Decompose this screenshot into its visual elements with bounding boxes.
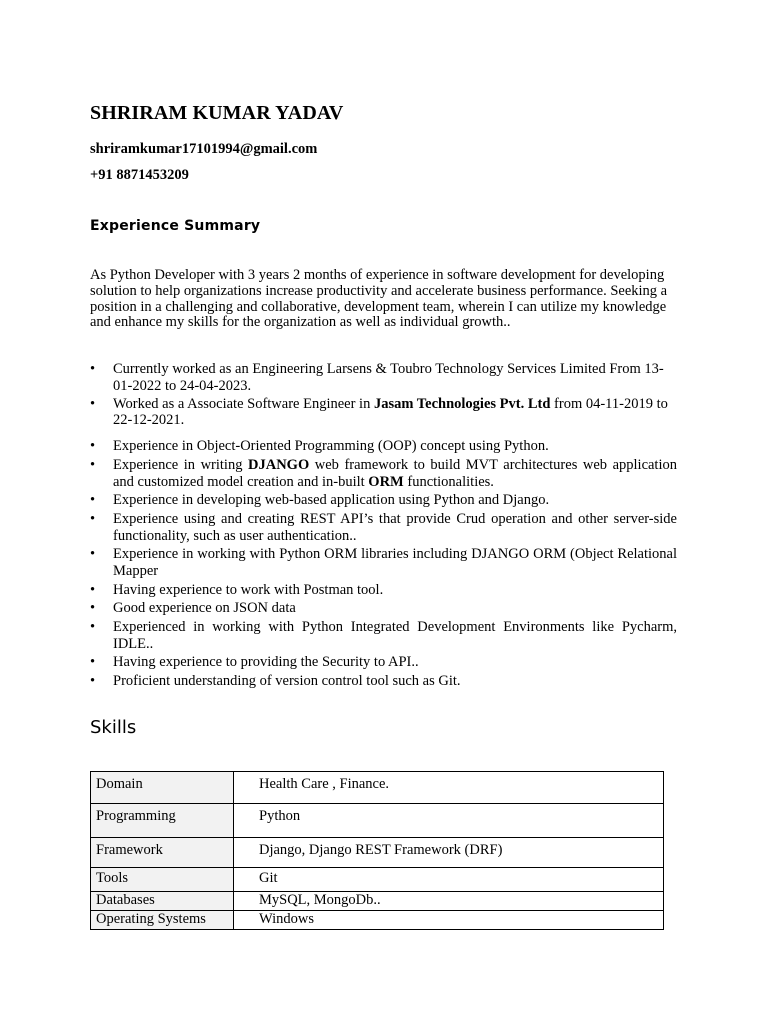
phone-number: +91 8871453209 xyxy=(90,167,189,183)
skill-value: Windows xyxy=(234,911,664,930)
skill-category: Tools xyxy=(91,868,234,892)
skill-value: Health Care , Finance. xyxy=(234,772,664,804)
list-item: • Experience in writing DJANGO web framework to build MVT architectures web application and customized model creation and in-built ORM functionalities. xyxy=(90,457,677,491)
skill-category: Framework xyxy=(91,838,234,868)
list-item: • Currently worked as an Engineering Larsens & Toubro Technology Services Limited From 13-01-2022 to 24-04-2023. xyxy=(90,361,677,394)
list-item: • Having experience to providing the Security to API.. xyxy=(90,654,677,671)
table-row xyxy=(91,892,664,911)
list-item: • Worked as a Associate Software Engineer in Jasam Technologies Pvt. Ltd from 04-11-2019 to 22-12-2021. xyxy=(90,396,677,429)
summary-paragraph: As Python Developer with 3 years 2 months of experience in software development for developing solution to help organizations increase productivity and accelerate business performance. Seeking a position in a challenging and collaborative, development team, wherein I can utilize my knowledge and enhance my skills for the organization as well as individual growth.. xyxy=(90,267,668,331)
table-row xyxy=(91,772,664,804)
skill-value: Git xyxy=(234,868,664,892)
skill-category: Operating Systems xyxy=(91,911,234,930)
table-row xyxy=(91,804,664,838)
list-item: • Experienced in working with Python Integrated Development Environments like Pycharm, IDLE.. xyxy=(90,619,677,653)
skills-table xyxy=(90,771,664,930)
skill-category: Databases xyxy=(91,892,234,911)
list-item: • Proficient understanding of version control tool such as Git. xyxy=(90,673,677,690)
skill-category: Programming xyxy=(91,804,234,838)
table-row xyxy=(91,838,664,868)
skill-value: Python xyxy=(234,804,664,838)
experience-list xyxy=(90,438,677,691)
list-item: • Having experience to work with Postman tool. xyxy=(90,582,677,599)
skill-category: Domain xyxy=(91,772,234,804)
list-item: • Good experience on JSON data xyxy=(90,600,677,617)
skills-heading: Skills xyxy=(90,717,137,738)
table-row xyxy=(91,868,664,892)
employment-list xyxy=(90,361,677,430)
email-address: shriramkumar17101994@gmail.com xyxy=(90,141,318,157)
experience-summary-heading: Experience Summary xyxy=(90,218,261,234)
skill-value: Django, Django REST Framework (DRF) xyxy=(234,838,664,868)
list-item: • Experience using and creating REST API’s that provide Crud operation and other server-side functionality, such as user authentication.. xyxy=(90,511,677,545)
list-item: • Experience in developing web-based application using Python and Django. xyxy=(90,492,677,509)
list-item: • Experience in working with Python ORM libraries including DJANGO ORM (Object Relational Mapper xyxy=(90,546,677,580)
company-name: Jasam Technologies Pvt. Ltd xyxy=(373,395,551,412)
list-item: • Experience in Object-Oriented Programming (OOP) concept using Python. xyxy=(90,438,677,455)
table-row xyxy=(91,911,664,930)
candidate-name: SHRIRAM KUMAR YADAV xyxy=(90,102,344,124)
skill-value: MySQL, MongoDb.. xyxy=(234,892,664,911)
